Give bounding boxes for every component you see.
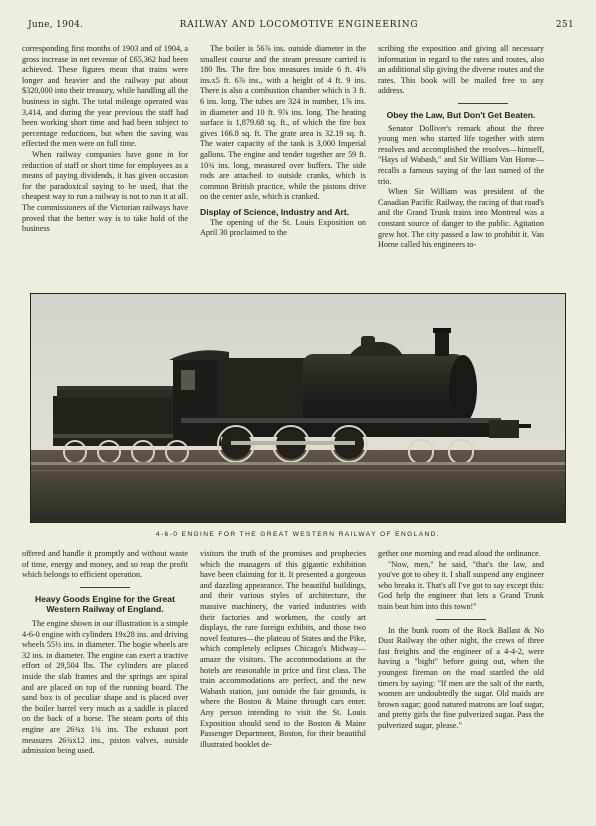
top-column-2 bbox=[200, 44, 366, 284]
paragraph: Senator Dolliver's remark about the three young men who started life together with stern resolves and accomplished the resolves—himself, "Hays of Wabash," and Sir William Van Horne—recalls a famous saying of the last named of the trio. bbox=[378, 123, 544, 186]
page-number: 251 bbox=[555, 20, 574, 30]
paragraph: When Sir William was president of the Canadian Pacific Railway, the racing of that road's and the Grand Trunk trains into Montreal was a constant source of danger to the public. Agitation grew hot. The city passed a law to prohibit it. Van Horne called his engineers to- bbox=[378, 187, 544, 250]
top-column-3 bbox=[378, 44, 544, 284]
running-header bbox=[22, 20, 576, 34]
paragraph: corresponding first months of 1903 and of 1904, a gross increase in net revenue of £65,362 had been achieved. These figures mean that trains were longer and heavier and the railway put about $320,000 into their treasury, while handling all the business in sight. The total mileage operated was 3,414, and during the year previous the staff had been working short time and had been subject to percentage reductions, but when the saving was effected the men were on full time. bbox=[22, 44, 188, 149]
paragraph: When railway companies have gone in for reduction of staff or short time for employees as a means of paying dividends, it has given occasion for the paradoxical saying to be used, that the cheapest way to run a railway is not to run it at all. The commissioners of the Victorian railways have proved that the better way is to take hold of the business bbox=[22, 149, 188, 234]
bottom-column-1 bbox=[22, 549, 188, 811]
section-heading bbox=[200, 207, 366, 218]
divider bbox=[80, 587, 130, 588]
bottom-column-2 bbox=[200, 549, 366, 811]
section-heading: Heavy Goods Engine for the Great Western Railway of England. bbox=[35, 593, 175, 615]
divider bbox=[436, 619, 486, 620]
paragraph: The opening of the St. Louis Exposition on April 30 proclaimed to the bbox=[200, 217, 366, 238]
section-heading: Obey the Law, But Don't Get Beaten. bbox=[386, 109, 536, 120]
paragraph: gether one morning and read aloud the ordinance. bbox=[378, 549, 541, 558]
header-title: RAILWAY AND LOCOMOTIVE ENGINEERING bbox=[179, 20, 419, 30]
bottom-column-3 bbox=[378, 549, 544, 811]
locomotive-photograph bbox=[30, 293, 566, 523]
paragraph: scribing the exposition and giving all necessary information in regard to the rates and routes, also an additional slip giving the diverse routes and the rates. This book will be mailed free to any address. bbox=[378, 44, 544, 96]
paragraph: In the bunk room of the Rock Ballast & No Dust Railway the other night, the crews of three fast freights and the engineer of a 4-4-2, were having a "bight" before going out, when the youngest fireman on the road startled the old timers by saying: "If men are the salt of the earth, women are undoubtedly the sugar. Old maids are brown sugar; good natured matrons are loaf sugar, and pretty girls the fine pulverized sugar. Pass the pulverized sugar, please." bbox=[378, 625, 544, 730]
figure-caption: 4-6-0 ENGINE FOR THE GREAT WESTERN RAILWAY OF ENGLAND. bbox=[155, 531, 441, 538]
paragraph: The boiler is 56⅞ ins. outside diameter in the smallest course and the steam pressure carried is 180 lbs. The fire box measures inside 6 ft. 4⅜ ins.x5 ft. 6⅞ ins., with a height of 4 ft. 9 ins. There is also a combustion chamber which is 3 ft. 6 ins. long. The tubes are 324 in number, 1⅞ ins. in diameter and 10 ft. 9⅞ ins. long. The heating surface is 1,879.68 sq. ft., of which the fire box gives 166.8 sq. ft. The grate area is 32.19 sq. ft. The water capacity of the tank is 3,000 Imperial gallons. The engine and tender together are 59 ft. 10¾ ins. long, measured over buffers. The side rods are attached to outside cranks, which is common British practice, while the pistons drive on the center axle, which is cranked. bbox=[200, 44, 366, 202]
paragraph: "Now, men," he said, "that's the law, and you've got to obey it. I shall suspend any engineer who breaks it. That's all I've got to say except this: God help the engineer that lets a Grand Trunk train beat him into this town!" bbox=[378, 559, 544, 611]
paragraph: offered and handle it promptly and without waste of time, energy and money, and so reap the profit which belongs to efficient operation. bbox=[22, 549, 188, 580]
section-heading-text: Display of Science, Industry and Art. bbox=[200, 206, 350, 217]
paragraph: The engine shown in our illustration is a simple 4-6-0 engine with cylinders 19x28 ins. and driving wheels 55½ ins. in diameter. The bogie wheels are 32 ins. in diameter. The engine can exert a tractive effort of 29,504 lbs. The cylinders are placed inside the slab frames and the springs are spiral and are placed on top of the running board. The sand box is of peculiar shape and is placed over the boiler barrel very much as a saddle is placed on the back of a horse. The steam ports of this engine are 26¾x 1¾ ins. The exhaust port measures 26¾x12 ins., piston valves, outside admission being used. bbox=[22, 618, 188, 756]
paragraph: visitors the truth of the promises and prophecies which the managers of this gigantic exhibition have been claiming for it. It presented a gorgeous and dazzling appearance. The beautiful buildings, and their various styles of architecture, the massive machinery, the varied industries with their factories and workmen, the costly art displays, the rare foreign exhibits, and those two novel features—the plateau of States and the Pike, which completely eclipses Chicago's Midway—amaze the visitors. The accommodations at the hotels are reasonable in price and first class. The train accommodations are perfect, and the new Wabash station, just outside the fair grounds, is where the Boston & Maine through cars enter. Any person intending to visit the St. Louis Exposition should send to the Boston & Maine Passenger Department, Boston, for their beautiful illustrated booklet de- bbox=[200, 549, 366, 749]
header-date: June, 1904. bbox=[28, 20, 84, 30]
top-column-1 bbox=[22, 44, 188, 284]
divider bbox=[458, 103, 508, 104]
locomotive-illustration bbox=[31, 294, 565, 522]
